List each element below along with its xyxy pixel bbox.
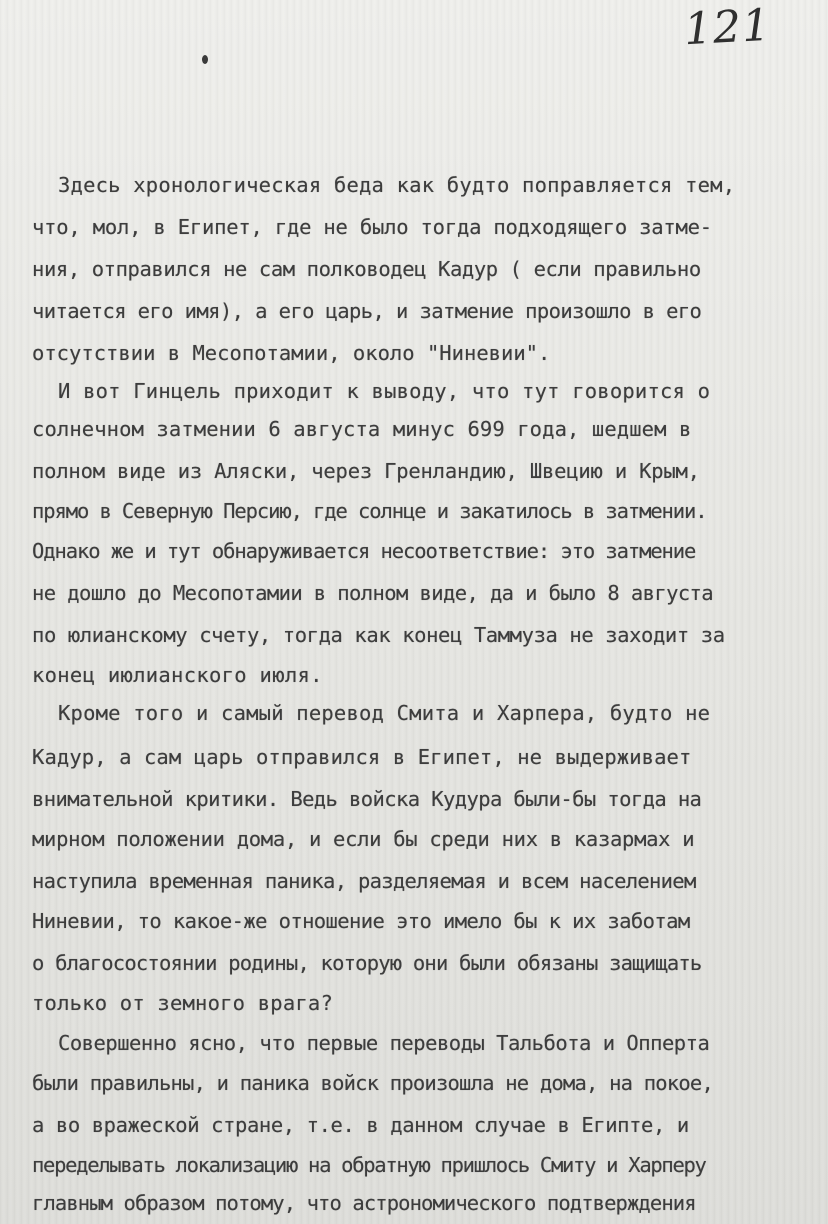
text-line: Кроме того и самый перевод Смита и Харпера, будто не xyxy=(58,701,711,725)
text-line: конец июлианского июля. xyxy=(32,663,323,687)
text-line: не дошло до Месопотамии в полном виде, да и было 8 августа xyxy=(32,581,714,605)
text-line: а во вражеской стране, т.е. в данном случае в Египте, и xyxy=(32,1113,689,1137)
text-line: Однако же и тут обнаруживается несоответствие: это затмение xyxy=(32,539,696,563)
text-line: И вот Гинцель приходит к выводу, что тут говорится о xyxy=(58,379,711,403)
page-number: 121 xyxy=(682,0,773,56)
text-line: наступила временная паника, разделяемая и всем населением xyxy=(32,869,696,893)
text-line: только от земного врага? xyxy=(32,991,334,1015)
text-line: были правильны, и паника войск произошла не дома, на покое, xyxy=(32,1071,713,1095)
text-line: переделывать локализацию на обратную пришлось Смиту и Харперу xyxy=(32,1153,706,1177)
text-line: внимательной критики. Ведь войска Кудура были-бы тогда на xyxy=(32,787,702,811)
text-line: о благосостоянии родины, которую они были обязаны защищать xyxy=(32,951,702,975)
text-line: читается его имя), а его царь, и затмение произошло в его xyxy=(32,299,702,323)
text-line: ния, отправился не сам полководец Кадур ( если правильно xyxy=(32,257,701,281)
text-line: Здесь хронологическая беда как будто поправляется тем, xyxy=(58,173,736,197)
text-line: полном виде из Аляски, через Гренландию, Швецию и Крым, xyxy=(32,459,700,483)
text-line: прямо в Северную Персию, где солнце и закатилось в затмении. xyxy=(32,499,707,523)
text-line: главным образом потому, что астрономического подтверждения xyxy=(32,1191,696,1215)
text-line: что, мол, в Египет, где не было тогда подходящего затме- xyxy=(32,215,712,239)
text-line: по юлианскому счету, тогда как конец Таммуза не заходит за xyxy=(32,623,725,647)
text-line: солнечном затмении 6 августа минус 699 года, шедшем в xyxy=(32,417,692,441)
text-line: отсутствии в Месопотамии, около "Ниневии". xyxy=(32,341,551,365)
text-line: Кадур, а сам царь отправился в Египет, не выдерживает xyxy=(32,745,692,769)
text-line: Ниневии, то какое-же отношение это имело бы к их заботам xyxy=(32,909,690,933)
text-line: мирном положении дома, и если бы среди них в казармах и xyxy=(32,827,695,851)
ink-mark xyxy=(202,55,208,64)
text-line: Совершенно ясно, что первые переводы Тальбота и Опперта xyxy=(58,1031,710,1055)
